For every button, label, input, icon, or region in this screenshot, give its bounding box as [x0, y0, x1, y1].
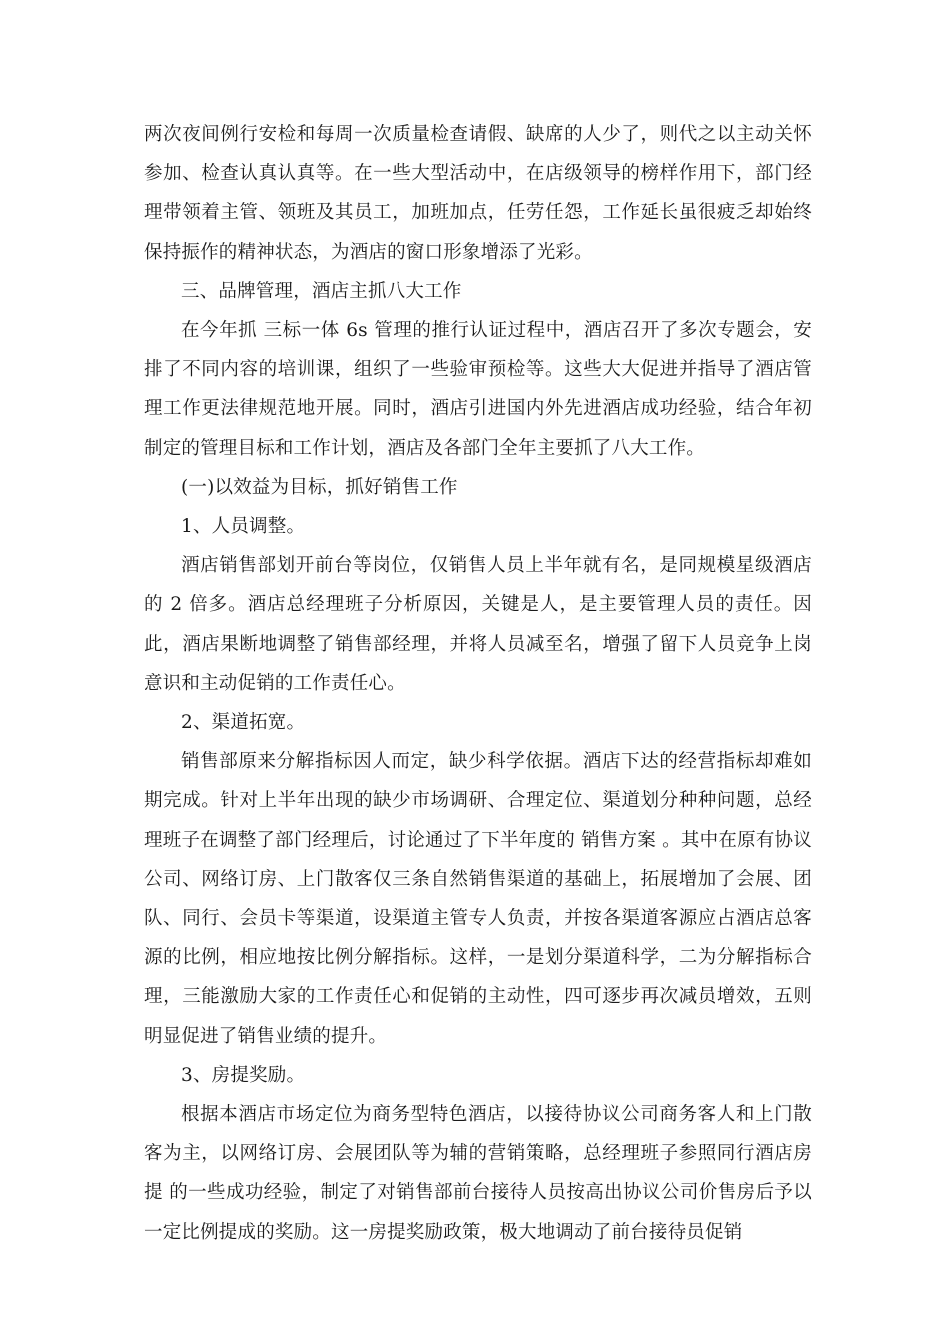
paragraph-channel-expansion: 销售部原来分解指标因人而定，缺少科学依据。酒店下达的经营指标却难如期完成。针对上半年出现的缺少市场调研、合理定位、渠道划分种种问题，总经理班子在调整了部门经理后，讨论通过了下半年度的 销售方案 。其中在原有协议公司、网络订房、上门散客仅三条自然销售渠道的基础上，拓展增加了会展、团队、同行、会员卡等渠道，设渠道主管专人负责，并按各渠道客源应占酒店总客源的比例，相应地按比例分解指标。这样，一是划分渠道科学，二为分解指标合理，三能激励大家的工作责任心和促销的主动性，四可逐步再次减员增效，五则明显促进了销售业绩的提升。 [144, 751, 812, 1047]
paragraph-staff-adjustment: 酒店销售部划开前台等岗位，仅销售人员上半年就有名，是同规模星级酒店的 2 倍多。酒店总经理班子分析原因，关键是人，是主要管理人员的责任。因此，酒店果断地调整了销售部经理，并将人员减至名，增强了留下人员竞争上岗意识和主动促销的工作责任心。 [144, 555, 813, 694]
section-heading-brand-management: 三、品牌管理，酒店主抓八大工作 [181, 280, 462, 302]
paragraph-room-commission: 根据本酒店市场定位为商务型特色酒店，以接待协议公司商务客人和上门散客为主，以网络订房、会展团队等为辅的营销策略，总经理班子参照同行酒店房提 的一些成功经验，制定了对销售部前台接待人员按高出协议公司价售房后予以一定比例提成的奖励。这一房提奖励政策，极大地调动了前台接待员促销 [144, 1104, 812, 1243]
item-heading-channel-expansion: 2、渠道拓宽。 [181, 712, 306, 734]
paragraph-continuation: 两次夜间例行安检和每周一次质量检查请假、缺席的人少了，则代之以主动关怀参加、检查认真认真等。在一些大型活动中，在店级领导的榜样作用下，部门经理带领着主管、领班及其员工，加班加点，任劳任怨，工作延长虽很疲乏却始终保持振作的精神状态，为酒店的窗口形象增添了光彩。 [144, 124, 812, 263]
item-heading-room-commission: 3、房提奖励。 [181, 1064, 306, 1086]
document-body [144, 115, 812, 1252]
item-heading-staff-adjustment: 1、人员调整。 [181, 516, 306, 538]
subsection-heading-sales: (一)以效益为目标，抓好销售工作 [181, 476, 458, 498]
paragraph-management-certification: 在今年抓 三标一体 6s 管理的推行认证过程中，酒店召开了多次专题会，安排了不同内容的培训课，组织了一些验审预检等。这些大大促进并指导了酒店管理工作更法律规范地开展。同时，酒店引进国内外先进酒店成功经验，结合年初制定的管理目标和工作计划，酒店及各部门全年主要抓了八大工作。 [144, 320, 812, 459]
